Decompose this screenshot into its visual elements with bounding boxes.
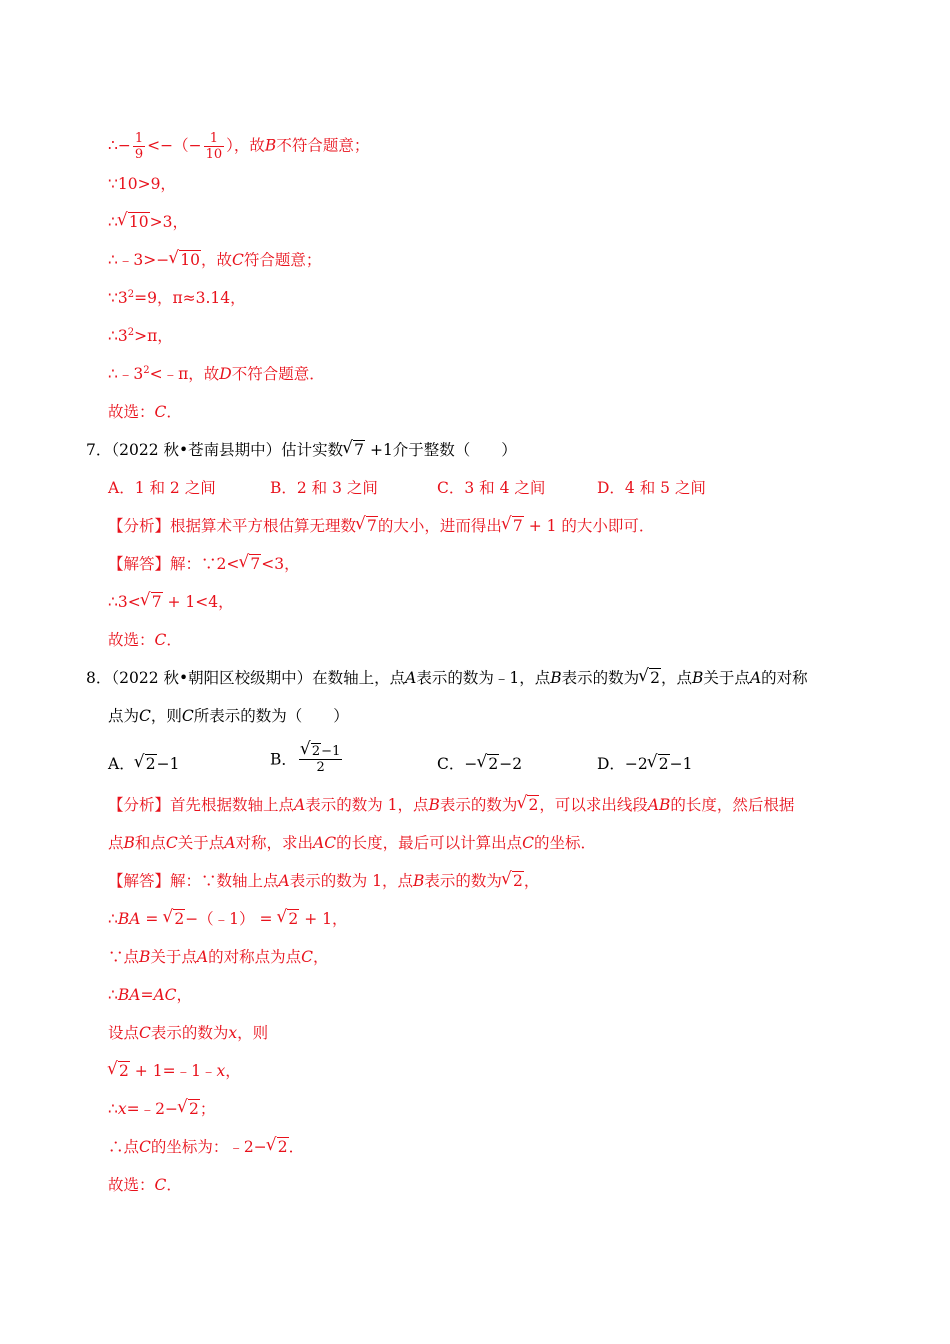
question-8-analysis: 【分析】首先根据数轴上点A表示的数为 1，点B表示的数为√ 2，可以求出线段AB的长度，然后根据 xyxy=(108,795,794,815)
fraction: √ $\frac{2-1}{2}$ xyxy=(299,744,342,775)
question-8-option-c: C．−√ 2−2 xyxy=(437,754,522,774)
sqrt: √ 2 xyxy=(502,871,524,891)
solution-line: 设点C表示的数为x，则 xyxy=(108,1024,269,1042)
sqrt: √ 2 xyxy=(178,1099,200,1119)
solution-line: ∴点C的坐标为：﹣2−√ 2． xyxy=(108,1137,304,1157)
sqrt: √ 2 xyxy=(267,1137,289,1157)
question-8-analysis-cont: 点B和点C关于点A对称，求出AC的长度，最后可以计算出点C的坐标． xyxy=(108,834,596,852)
question-8-solution: 【解答】解：∵数轴上点A表示的数为 1，点B表示的数为√ 2， xyxy=(108,871,539,891)
solution-line: ∴√ 10>3， xyxy=(108,212,188,232)
sqrt: √ 2 xyxy=(108,1061,130,1081)
sqrt: √ 7 xyxy=(141,592,163,612)
solution-line: ∴﹣3>−√ 10，故C符合题意； xyxy=(108,250,321,270)
sqrt: √ 2 xyxy=(477,754,499,774)
sqrt: √ 2 xyxy=(277,909,299,929)
question-7-stem: 7．（2022 秋•苍南县期中）估计实数√ 7 +1介于整数（ ） xyxy=(86,440,517,460)
solution-line: ∴BA=AC， xyxy=(108,986,193,1004)
question-8-option-a: A．√ 2−1 xyxy=(108,754,179,774)
question-8-stem-cont: 点为C，则C所表示的数为（ ） xyxy=(108,707,349,725)
question-8-option-b: B． √ $\frac{2-1}{2}$ xyxy=(270,744,344,775)
question-8-option-d: D．−2√ 2−1 xyxy=(597,754,693,774)
solution-line: $\because 3^2=9$，π≈3.14， xyxy=(108,288,246,307)
question-7-option-b: B．2 和 3 之间 xyxy=(270,479,378,497)
sqrt: √ 2 xyxy=(301,744,321,759)
fraction: $\frac{1}{9}$ xyxy=(134,131,144,162)
question-7-option-c: C．3 和 4 之间 xyxy=(437,479,546,497)
question-7-option-d: D．4 和 5 之间 xyxy=(597,479,706,497)
sqrt: √ 7 xyxy=(239,554,261,574)
sqrt: √ 2 xyxy=(639,668,661,688)
sqrt: √ 10 xyxy=(118,212,150,232)
sqrt: √ 7 xyxy=(502,516,524,536)
answer-line: 故选：C． xyxy=(108,1176,182,1194)
solution-line: ∴3<√ 7 + 1<4， xyxy=(108,592,234,612)
sqrt: √ 2 xyxy=(135,754,157,774)
sqrt: √ 2 xyxy=(517,795,539,815)
question-8-stem: 8．（2022 秋•朝阳区校级期中）在数轴上，点A表示的数为﹣1，点B表示的数为√ 2，点B关于点A的对称 xyxy=(86,668,808,688)
solution-line: $\therefore﹣3^2<﹣\pi$，故D不符合题意． xyxy=(108,364,325,383)
solution-line: ∴BA = √ 2−（﹣1） = √ 2 + 1， xyxy=(108,909,347,929)
question-7-analysis: 【分析】根据算术平方根估算无理数√ 7的大小，进而得出√ 7 + 1 的大小即可． xyxy=(108,516,654,536)
solution-line: ∴x=﹣2−√ 2； xyxy=(108,1099,215,1119)
answer-line: 故选：C． xyxy=(108,403,182,421)
solution-line: ∵10>9， xyxy=(108,175,176,193)
sqrt: √ 2 xyxy=(648,754,670,774)
question-7-solution: 【解答】解：∵2<√ 7<3， xyxy=(108,554,300,574)
solution-line: $\therefore 3^2>\pi$， xyxy=(108,326,173,345)
answer-line: 故选：C． xyxy=(108,631,182,649)
question-7-option-a: A．1 和 2 之间 xyxy=(108,479,216,497)
solution-line: √ 2 + 1=﹣1﹣x， xyxy=(108,1061,241,1081)
sqrt: √ 10 xyxy=(169,250,201,270)
solution-line: ∵点B关于点A的对称点为点C， xyxy=(108,948,329,966)
sqrt: √ 2 xyxy=(163,909,185,929)
sqrt: √ 7 xyxy=(356,516,378,536)
solution-line: ∴− $\frac{1}{9}$ <−（− $\frac{1}{10}$ ），故B不符合题意； xyxy=(108,131,370,162)
sqrt: √ 7 xyxy=(343,440,365,460)
fraction: $\frac{1}{10}$ xyxy=(205,131,223,162)
